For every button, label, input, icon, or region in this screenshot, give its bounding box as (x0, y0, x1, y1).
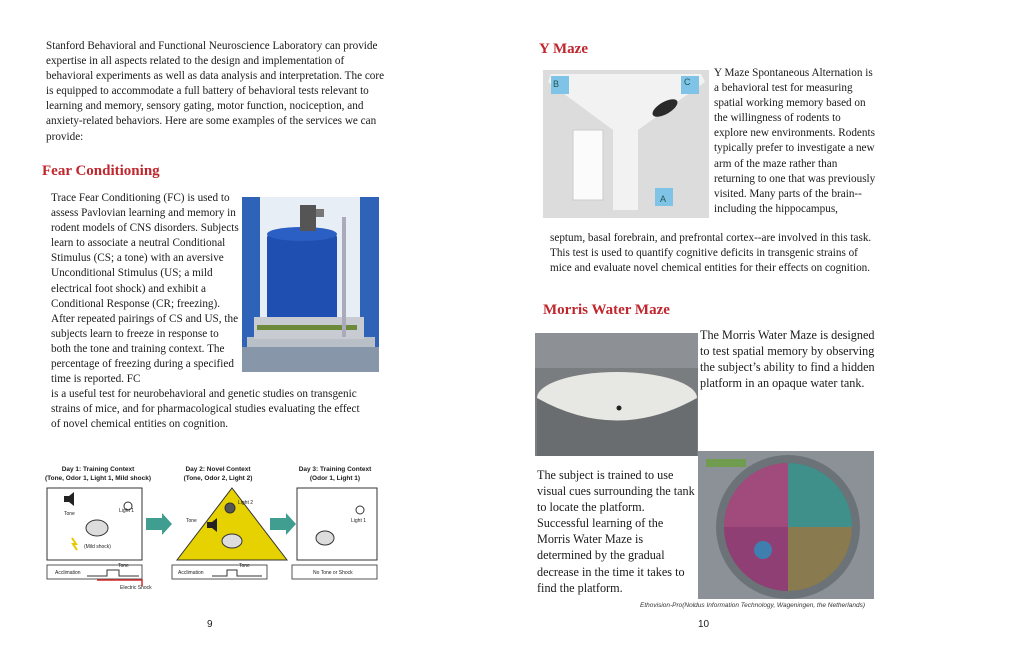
page-number-left: 9 (207, 619, 213, 630)
no-tone-shock-label: No Tone or Shock (313, 570, 353, 576)
day3-box (297, 488, 377, 560)
fear-text-wide: is a useful test for neurobehavioral and genetic studies on transgenic strains of mice, and for pharmacological studies evaluating the effect of novel chemical entities on cognition. (51, 388, 360, 431)
light2-label: Light 2 (238, 500, 254, 506)
electric-shock-label: Electric Shock (120, 585, 152, 591)
light1-label-day3: Light 1 (351, 518, 367, 524)
mwm-text-bottom: The subject is trained to use visual cues surrounding the tank to locate the platform. Successful learning of the Morris Water Maze is determined by the gradual decrease in the time it takes to find the platform. (537, 468, 695, 595)
day1-title: Day 1: Training Context (61, 466, 135, 473)
ymaze-label-b: B (553, 79, 560, 89)
acclimation-label: Acclimation (55, 570, 81, 576)
fear-conditioning-apparatus-photo (242, 197, 379, 372)
light-bulb-icon (225, 503, 235, 513)
light-bulb-icon (356, 506, 364, 514)
day2-subtitle: (Tone, Odor 2, Light 2) (183, 475, 253, 482)
mouse-icon (86, 520, 108, 536)
tone-label-day2: Tone (186, 518, 197, 524)
morris-water-maze-heading: Morris Water Maze (543, 302, 670, 318)
y-maze-heading: Y Maze (539, 41, 588, 57)
day3-title: Day 3: Training Context (298, 466, 372, 473)
mwm-text-top: The Morris Water Maze is designed to test spatial memory by observing the subject’s ability to find a hidden platform in an opaque water tank. (700, 328, 875, 391)
ethovision-caption: Ethovision-Pro(Noldus Information Technology, Wageningen, the Netherlands) (640, 602, 865, 609)
page-number-right: 10 (698, 619, 710, 630)
day3-subtitle: (Odor 1, Light 1) (309, 475, 361, 482)
tone-label: Tone (64, 511, 75, 517)
day1-subtitle: (Tone, Odor 1, Light 1, Mild shock) (44, 475, 152, 482)
tone-timeline-label: Tone (118, 563, 129, 569)
arrow-right-icon (146, 513, 172, 535)
y-maze-text-rest: septum, basal forebrain, and prefrontal cortex--are involved in this task. This test is used to quantify cognitive deficits in transgenic strains of mice and evaluate novel chemical entities for their effects on cognition. (550, 232, 872, 275)
y-maze-text-side: Y Maze Spontaneous Alternation is a behavioral test for measuring spatial working memory based on the willingness of rodents to explore new environments. Rodents typically prefer to investigate a new arm of the maze rather than returning to one that was previously visited. Many parts of the brain-- including the hippocampus, (714, 67, 876, 215)
light1-label: Light 1 (119, 508, 135, 514)
mouse-icon (222, 534, 242, 548)
fear-conditioning-heading: Fear Conditioning (42, 163, 160, 179)
tone-timeline-label-day2: Tone (239, 563, 250, 569)
fear-text-narrow: Trace Fear Conditioning (FC) is used to assess Pavlovian learning and memory in rodent models of CNS disorders. Subjects learn to associate a neutral Conditional Stimulus (CS; a tone) with an aversive Unconditional Stimulus (US; a mild electrical foot shock) and exhibit a Conditional Response (CR; freezing). After repeated pairings of CS and US, the subjects learn to freeze in response to both the tone and training context. The percentage of freezing during a specified time is reported. FC (51, 192, 239, 386)
ethovision-tracking-image (698, 451, 874, 599)
arrow-right-icon (270, 513, 296, 535)
fear-conditioning-diagram (42, 486, 382, 598)
ymaze-label-c: C (684, 77, 691, 87)
y-maze-photo (543, 70, 709, 218)
intro-paragraph: Stanford Behavioral and Functional Neuroscience Laboratory can provide expertise in all aspects related to the design and implementation of behavioral experiments as well as data analysis and interpretation. The core is equipped to accommodate a full battery of behavioral tests relevant to learning and memory, sensory gating, motor function, nociception, and anxiety-related behaviors. Here are some examples of the services we can provide: (46, 40, 385, 143)
mild-shock-label: (Mild shock) (84, 544, 111, 550)
day2-title: Day 2: Novel Context (185, 466, 251, 473)
ymaze-label-a: A (660, 194, 667, 204)
acclimation-label-day2: Acclimation (178, 570, 204, 576)
water-maze-tank-photo (535, 333, 698, 456)
mouse-icon (316, 531, 334, 545)
